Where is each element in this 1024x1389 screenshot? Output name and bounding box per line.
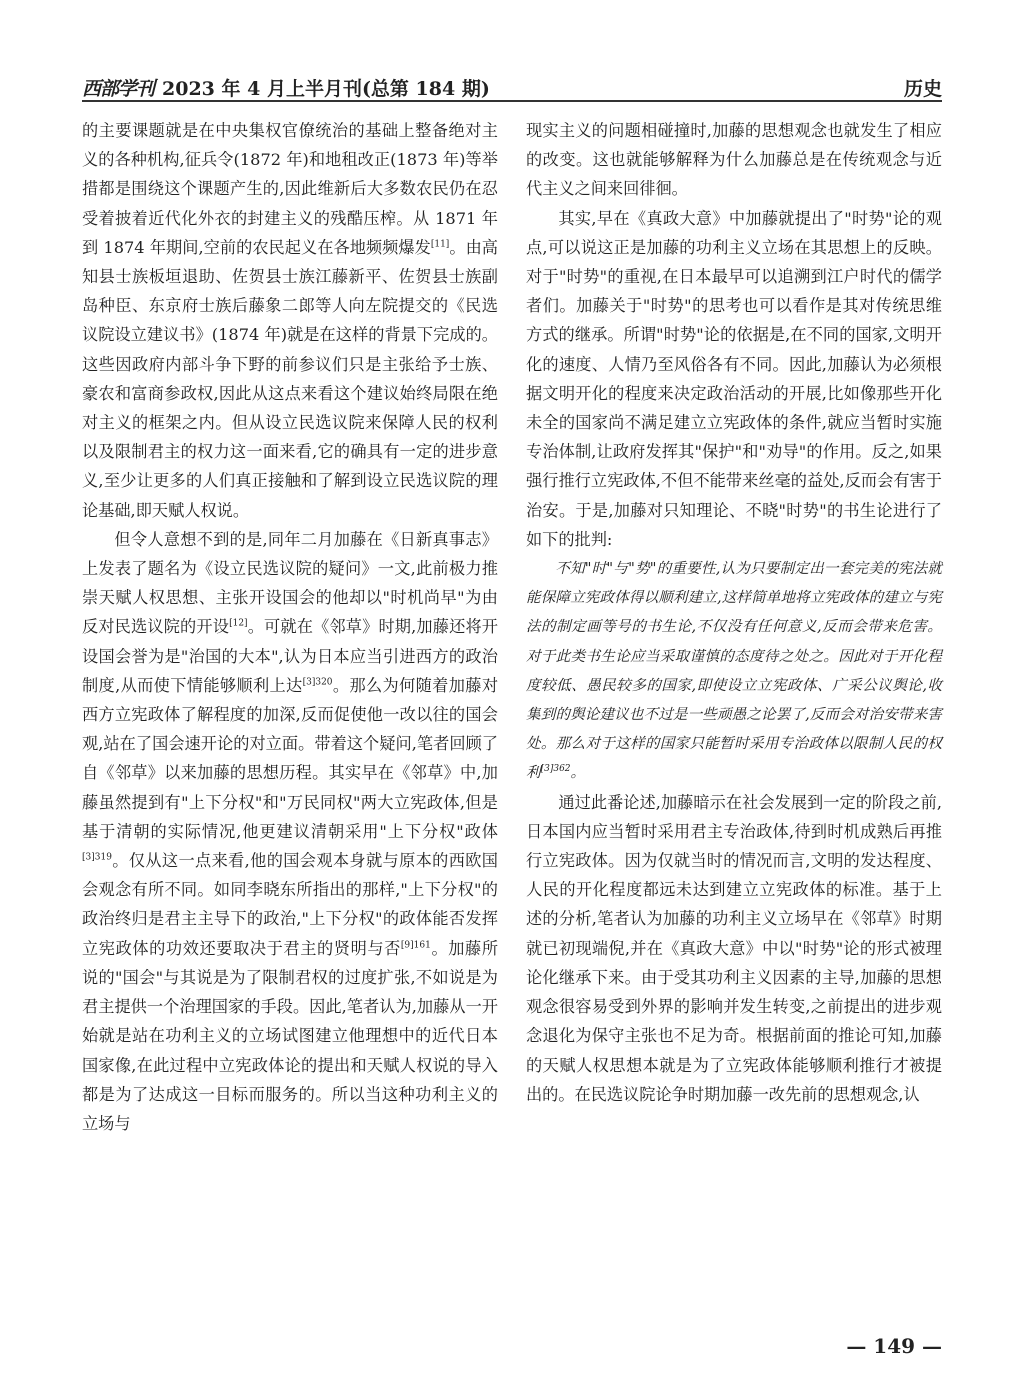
citation: [11] bbox=[430, 239, 450, 250]
section-name: 历史 bbox=[903, 78, 942, 100]
citation: [9]161 bbox=[400, 940, 431, 951]
citation: [12] bbox=[229, 619, 248, 630]
issue-info: 2023 年 4 月上半月刊(总第 184 期) bbox=[162, 78, 490, 100]
left-column bbox=[82, 116, 498, 1138]
header-rule bbox=[82, 100, 942, 102]
running-header bbox=[82, 70, 942, 100]
citation: [3]319 bbox=[82, 852, 112, 863]
right-column bbox=[526, 116, 942, 1109]
citation: [3]362 bbox=[540, 764, 571, 775]
paragraph: 其实,早在《真政大意》中加藤就提出了"时势"论的观点,可以说这正是加藤的功利主义立场在其思想上的反映。对于"时势"的重视,在日本最早可以追溯到江户时代的儒学者们。加藤关于"时势"的思考也可以看作是其对传统思维方式的继承。所谓"时势"论的依据是,在不同的国家,文明开化的速度、人情乃至风俗各有不同。因此,加藤认为必须根据文明开化的程度来决定政治活动的开展,比如像那些开化未全的国家尚不满足建立立宪政体的条件,就应当暂时实施专治体制,让政府发挥其"保护"和"劝导"的作用。反之,如果强行推行立宪政体,不但不能带来丝毫的益处,反而会有害于治安。于是,加藤对只知理论、不晓"时势"的书生论进行了如下的批判: bbox=[526, 208, 942, 549]
paragraph: 通过此番论述,加藤暗示在社会发展到一定的阶段之前,日本国内应当暂时采用君主专治政体,待到时机成熟后再推行立宪政体。因为仅就当时的情况而言,文明的发达程度、人民的开化程度都远未达到建立立宪政体的标准。基于上述的分析,笔者认为加藤的功利主义立场早在《邻草》时期就已初现端倪,并在《真政大意》中以"时势"论的形式被理论化继承下来。由于受其功利主义因素的主导,加藤的思想观念很容易受到外界的影响并发生转变,之前提出的进步观念退化为保守主张也不足为奇。根据前面的推论可知,加藤的天赋人权思想本就是为了立宪政体能够顺利推行才被提出的。在民选议院论争时期加藤一改先前的思想观念,认 bbox=[526, 792, 942, 1104]
paragraph: 的主要课题就是在中央集权官僚统治的基础上整备绝对主义的各种机构,征兵令(1872 年)和地租改正(1873 年)等举措都是围绕这个课题产生的,因此维新后大多数农民仍在忍受着披着近代化外衣的封建主义的残酷压榨。从 1871 年到 1874 年期间,空前的农民起义在各地频频爆发[11]。由高知县士族板垣退助、佐贺县士族江藤新平、佐贺县士族副岛种臣、东京府士族后藤象二郎等人向左院提交的《民选议院设立建议书》(1874 年)就是在这样的背景下完成的。这些因政府内部斗争下野的前参议们只是主张给予士族、豪农和富商参政权,因此从这点来看这个建议始终局限在绝对主义的框架之内。但从设立民选议院来保障人民的权利以及限制君主的权力这一面来看,它的确具有一定的进步意义,至少让更多的人们真正接触和了解到设立民选议院的理论基础,即天赋人权说。 bbox=[82, 121, 498, 520]
paragraph: 现实主义的问题相碰撞时,加藤的思想观念也就发生了相应的改变。这也就能够解释为什么加藤总是在传统观念与近代主义之间来回徘徊。 bbox=[526, 121, 942, 199]
page-number: — 149 — bbox=[846, 1334, 942, 1358]
journal-logo: 西部学刊 bbox=[82, 78, 155, 100]
paragraph: 但令人意想不到的是,同年二月加藤在《日新真事志》上发表了题名为《设立民选议院的疑问》一文,此前极力推崇天赋人权思想、主张开设国会的他却以"时机尚早"为由反对民选议院的开设[12]。可就在《邻草》时期,加藤还将开设国会誉为是"治国的大本",认为日本应当引进西方的政治制度,从而使下情能够顺利上达$^{[3]320}$。那么为何随着加藤对西方立宪政体了解程度的加深,反而促使他一改以往的国会观,站在了国会速开论的对立面。带着这个疑问,笔者回顾了自《邻草》以来加藤的思想历程。其实早在《邻草》中,加藤虽然提到有"上下分权"和"万民同权"两大立宪政体,但是基于清朝的实际情况,他更建议清朝采用"上下分权"政体$^{[3]319}$。仅从这一点来看,他的国会观本身就与原本的西欧国会观念有所不同。如同李晓东所指出的那样,"上下分权"的政治终归是君主主导下的政治,"上下分权"的政体能否发挥立宪政体的功效还要取决于君主的贤明与否$^{[9]161}$。加藤所说的"国会"与其说是为了限制君权的过度扩张,不如说是为君主提供一个治理国家的手段。因此,笔者认为,加藤从一开始就是站在功利主义的立场试图建立他理想中的近代日本国家像,在此过程中立宪政体论的提出和天赋人权说的导入都是为了达成这一目标而服务的。所以当这种功利主义的立场与 bbox=[82, 529, 499, 1133]
block-quote: 不知"时"与"势"的重要性,认为只要制定出一套完美的宪法就能保障立宪政体得以顺利建立,这样简单地将立宪政体的建立与宪法的制定画等号的书生论,不仅没有任何意义,反而会带来危害。对于此类书生论应当采取谨慎的态度待之处之。因此对于开化程度较低、愚民较多的国家,即使设立立宪政体、广采公议舆论,收集到的舆论建议也不过是一些顽愚之论罢了,反而会对治安带来害处。那么对于这样的国家只能暂时采用专治政体以限制人民的权利$^{[3]362}$。 bbox=[526, 560, 942, 782]
citation: [3]320 bbox=[302, 677, 333, 688]
